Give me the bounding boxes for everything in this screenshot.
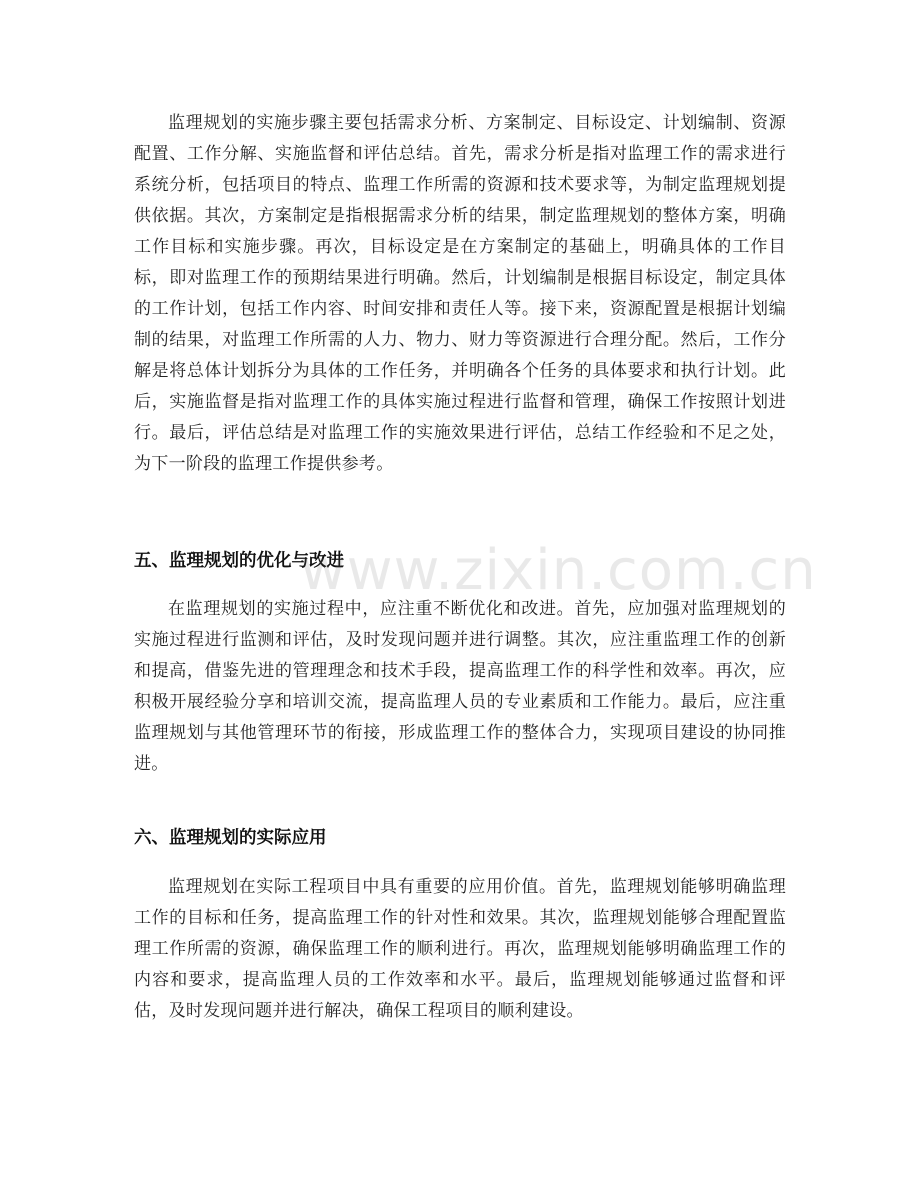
watermark-text: www.zixin.com.cn	[300, 538, 817, 603]
section-heading-optimization: 五、监理规划的优化与改进	[134, 551, 344, 571]
section-heading-application: 六、监理规划的实际应用	[134, 828, 327, 848]
paragraph-application: 监理规划在实际工程项目中具有重要的应用价值。首先，监理规划能够明确监理工作的目标和任务，提高监理工作的针对性和效果。其次，监理规划能够合理配置监理工作所需的资源，确保监理工作的顺利进行。再次，监理规划能够明确监理工作的内容和要求，提高监理人员的工作效率和水平。最后，监理规划能够通过监督和评估，及时发现问题并进行解决，确保工程项目的顺利建设。	[134, 877, 786, 1021]
paragraph-implementation-steps: 监理规划的实施步骤主要包括需求分析、方案制定、目标设定、计划编制、资源配置、工作分解、实施监督和评估总结。首先，需求分析是指对监理工作的需求进行系统分析，包括项目的特点、监理工作所需的资源和技术要求等，为制定监理规划提供依据。其次，方案制定是指根据需求分析的结果，制定监理规划的整体方案，明确工作目标和实施步骤。再次，目标设定是在方案制定的基础上，明确具体的工作目标，即对监理工作的预期结果进行明确。然后，计划编制是根据目标设定，制定具体的工作计划，包括工作内容、时间安排和责任人等。接下来，资源配置是根据计划编制的结果，对监理工作所需的人力、物力、财力等资源进行合理分配。然后，工作分解是将总体计划拆分为具体的工作任务，并明确各个任务的具体要求和执行计划。此后，实施监督是指对监理工作的具体实施过程进行监督和管理，确保工作按照计划进行。最后，评估总结是对监理工作的实施效果进行评估，总结工作经验和不足之处，为下一阶段的监理工作提供参考。	[134, 113, 786, 474]
paragraph-optimization: 在监理规划的实施过程中，应注重不断优化和改进。首先，应加强对监理规划的实施过程进行监测和评估，及时发现问题并进行调整。其次，应注重监理工作的创新和提高，借鉴先进的管理理念和技术手段，提高监理工作的科学性和效率。再次，应积极开展经验分享和培训交流，提高监理人员的专业素质和工作能力。最后，应注重监理规划与其他管理环节的衔接，形成监理工作的整体合力，实现项目建设的协同推进。	[134, 599, 786, 774]
